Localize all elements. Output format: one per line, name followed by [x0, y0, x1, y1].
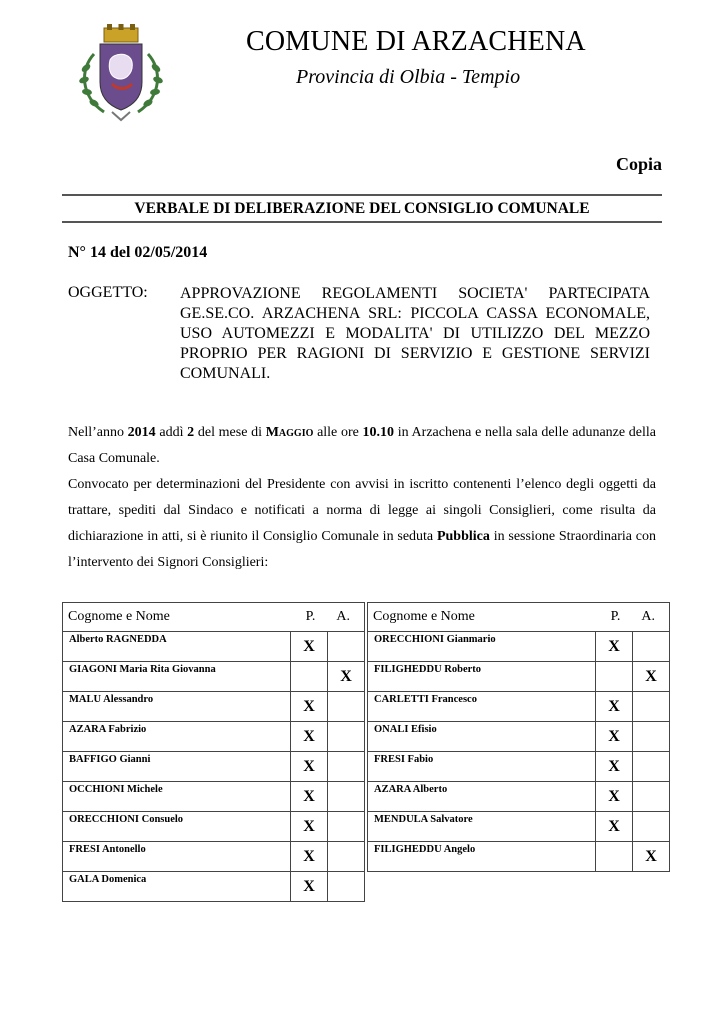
document-title: VERBALE DI DELIBERAZIONE DEL CONSIGLIO COMUNALE — [134, 200, 590, 217]
table-row — [368, 752, 670, 782]
attendance-rows-right — [368, 632, 670, 872]
table-row — [63, 722, 365, 752]
councillor-name: FILIGHEDDU Roberto — [368, 662, 596, 692]
absent-cell — [328, 632, 365, 662]
text-segment: alle ore — [313, 425, 363, 440]
table-header-row — [63, 603, 365, 632]
table-row — [63, 842, 365, 872]
copy-label: Copia — [615, 154, 662, 174]
table-row — [368, 662, 670, 692]
councillor-name: ONALI Efisio — [368, 722, 596, 752]
meeting-month: Maggio — [265, 425, 314, 440]
absent-cell — [328, 842, 365, 872]
column-present-header: P. — [610, 609, 621, 624]
meeting-paragraph — [68, 420, 656, 576]
presence-columns-header — [611, 609, 655, 625]
table-row — [63, 632, 365, 662]
present-cell: X — [596, 782, 633, 812]
column-name-header: Cognome e Nome — [373, 609, 475, 624]
present-cell: X — [596, 812, 633, 842]
absent-cell: X — [633, 842, 670, 872]
councillor-name: FILIGHEDDU Angelo — [368, 842, 596, 872]
text-segment: del mese di — [194, 425, 266, 440]
meeting-year: 2014 — [127, 425, 156, 440]
table-row — [368, 632, 670, 662]
column-name-header: Cognome e Nome — [68, 609, 170, 624]
table-row — [63, 662, 365, 692]
present-cell: X — [291, 722, 328, 752]
table-row — [63, 782, 365, 812]
meeting-time: 10.10 — [362, 425, 395, 440]
table-row — [368, 842, 670, 872]
coat-of-arms-logo — [74, 24, 168, 124]
absent-cell — [328, 782, 365, 812]
text-segment: in Arzachena e nella sala delle adunanze della Casa Comunale. — [68, 425, 656, 466]
present-cell — [291, 662, 328, 692]
table-row — [63, 752, 365, 782]
councillor-name: Alberto RAGNEDDA — [63, 632, 291, 662]
councillor-name: MALU Alessandro — [63, 692, 291, 722]
councillor-name: CARLETTI Francesco — [368, 692, 596, 722]
present-cell — [596, 842, 633, 872]
table-header — [368, 603, 670, 632]
absent-cell: X — [328, 662, 365, 692]
text-segment: Convocato per determinazioni del Presidente con avvisi in iscritto contenenti l’elenco degli oggetti da trattare, spediti dal Sindaco e notificati a norma di legge ai singoli Consiglieri, come risulta da dichiarazione in atti, si è riunito il Consiglio Comunale in seduta — [68, 477, 656, 544]
attendance-rows-left — [63, 632, 365, 902]
text-segment: Nell’anno — [68, 425, 128, 440]
presence-columns-header — [306, 609, 350, 625]
councillor-name: OCCHIONI Michele — [63, 782, 291, 812]
subject-text: APPROVAZIONE REGOLAMENTI SOCIETA' PARTECIPATA GE.SE.CO. ARZACHENA SRL: PICCOLA CASSA ECONOMALE, USO AUTOMEZZI E MODALITA' DI UTILIZZO DEL MEZZO PROPRIO PER RAGIONI DI SERVIZIO E GESTIONE SERVIZI COMUNALI. — [180, 285, 650, 382]
table-row — [368, 812, 670, 842]
present-cell: X — [596, 752, 633, 782]
text-segment: addì — [155, 425, 188, 440]
column-absent-header: A. — [336, 609, 350, 624]
absent-cell — [633, 752, 670, 782]
councillor-name: GALA Domenica — [63, 872, 291, 902]
meeting-day: 2 — [187, 425, 195, 440]
councillor-name: AZARA Alberto — [368, 782, 596, 812]
table-row — [63, 812, 365, 842]
present-cell: X — [291, 692, 328, 722]
councillor-name: ORECCHIONI Consuelo — [63, 812, 291, 842]
councillor-name: FRESI Antonello — [63, 842, 291, 872]
present-cell: X — [291, 782, 328, 812]
absent-cell — [633, 632, 670, 662]
councillor-name: GIAGONI Maria Rita Giovanna — [63, 662, 291, 692]
absent-cell — [328, 812, 365, 842]
table-row — [368, 782, 670, 812]
absent-cell — [328, 752, 365, 782]
councillor-name: BAFFIGO Gianni — [63, 752, 291, 782]
absent-cell — [328, 692, 365, 722]
absent-cell — [633, 812, 670, 842]
province-subtitle: Provincia di Olbia - Tempio — [296, 66, 521, 88]
document-title-band — [62, 194, 662, 223]
table-row — [63, 872, 365, 902]
table-row — [63, 692, 365, 722]
present-cell: X — [596, 692, 633, 722]
present-cell: X — [291, 752, 328, 782]
column-present-header: P. — [305, 609, 316, 624]
present-cell: X — [291, 842, 328, 872]
session-type: Pubblica — [436, 529, 490, 544]
councillor-name: AZARA Fabrizio — [63, 722, 291, 752]
table-header-row — [368, 603, 670, 632]
absent-cell: X — [633, 662, 670, 692]
absent-cell — [633, 782, 670, 812]
table-row — [368, 722, 670, 752]
attendance-table-right — [367, 602, 670, 872]
attendance-table-left — [62, 602, 365, 902]
councillor-name: ORECCHIONI Gianmario — [368, 632, 596, 662]
absent-cell — [328, 872, 365, 902]
councillor-name: MENDULA Salvatore — [368, 812, 596, 842]
absent-cell — [633, 692, 670, 722]
column-absent-header: A. — [641, 609, 655, 624]
absent-cell — [328, 722, 365, 752]
table-header — [63, 603, 365, 632]
present-cell: X — [596, 632, 633, 662]
councillor-name: FRESI Fabio — [368, 752, 596, 782]
absent-cell — [633, 722, 670, 752]
table-row — [368, 692, 670, 722]
present-cell: X — [596, 722, 633, 752]
present-cell — [596, 662, 633, 692]
subject-label: OGGETTO: — [68, 284, 148, 301]
municipality-title: COMUNE DI ARZACHENA — [246, 26, 586, 57]
text-segment: in sessione Straordinaria con l’intervento dei Signori Consiglieri: — [68, 529, 656, 570]
present-cell: X — [291, 872, 328, 902]
present-cell: X — [291, 632, 328, 662]
present-cell: X — [291, 812, 328, 842]
deliberation-number: N° 14 del 02/05/2014 — [68, 244, 208, 261]
